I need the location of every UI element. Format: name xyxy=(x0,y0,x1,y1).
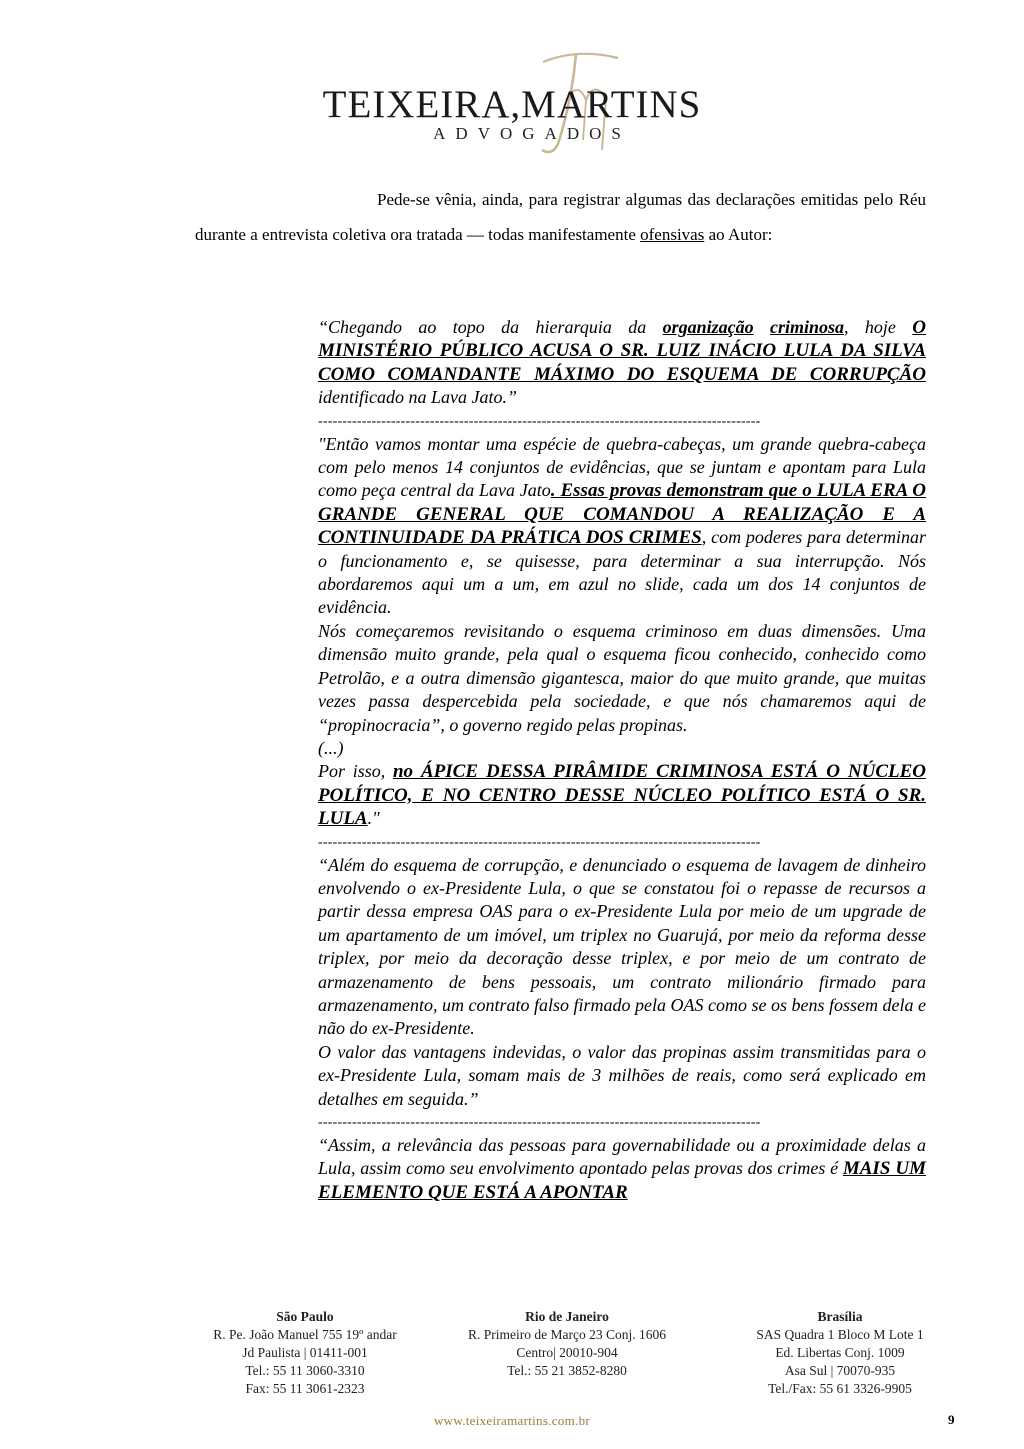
office-phone: Tel.: 55 21 3852-8280 xyxy=(507,1363,627,1378)
quote-text: ." xyxy=(367,808,380,829)
intro-line-2: emitidas pelo Réu durante a entrevista coletiva ora tratada — todas manifestamente xyxy=(195,190,926,244)
footer-office-brasilia xyxy=(705,1308,975,1398)
quote-emphasis: . Essas provas demonstram que o LULA ERA O GRANDE GENERAL QUE COMANDOU A REALIZAÇÃO E A CONTINUIDADE DA PRÁTICA DOS CRIMES xyxy=(318,480,926,549)
firm-name: TEIXEIRA,MARTINS xyxy=(322,83,702,126)
office-address: Centro| 20010-904 xyxy=(516,1345,618,1360)
footer-office-sao-paulo xyxy=(170,1308,440,1398)
quote-block xyxy=(318,316,926,1204)
office-address: SAS Quadra 1 Bloco M Lote 1 xyxy=(756,1327,924,1342)
separator-line: ------------------------------------------------------------------------------------------- xyxy=(318,413,761,429)
quote-paragraph-8 xyxy=(318,1134,926,1204)
quote-text: , hoje xyxy=(844,317,913,337)
office-city: Rio de Janeiro xyxy=(525,1309,609,1324)
page-number: 9 xyxy=(948,1412,955,1427)
quote-text: "Então vamos montar uma espécie de quebra-cabeças, um grande quebra-cabeça com pelo menos 14 conjuntos de evidências, que se juntam e apontam para Lula como peça central da Lava Jato xyxy=(318,433,926,501)
intro-line-1: Pede-se vênia, ainda, para registrar algumas das declarações xyxy=(377,190,796,209)
office-phone: Tel./Fax: 55 61 3326-9905 xyxy=(768,1381,912,1396)
quote-text: “Assim, a relevância das pessoas para governabilidade ou a proximidade delas a Lula, assim como seu envolvimento apontado pelas provas dos crimes é xyxy=(318,1135,926,1179)
office-address: Jd Paulista | 01411-001 xyxy=(242,1345,368,1360)
letterhead xyxy=(0,20,1024,160)
separator-line: ------------------------------------------------------------------------------------------- xyxy=(318,1115,761,1130)
intro-paragraph xyxy=(195,182,926,252)
quote-emphasis: MAIS UM ELEMENTO QUE ESTÁ A APONTAR xyxy=(318,1158,926,1203)
quote-text: “Chegando ao topo da hierarquia da xyxy=(318,317,663,337)
separator-line: ------------------------------------------------------------------------------------------- xyxy=(318,834,761,850)
website-link[interactable]: www.teixeiramartins.com.br xyxy=(433,1413,591,1428)
office-phone: Tel.: 55 11 3060-3310 xyxy=(245,1363,365,1378)
intro-tail: ao Autor: xyxy=(704,225,773,244)
office-address: Asa Sul | 70070-935 xyxy=(784,1363,896,1378)
quote-text: , com poderes para determinar o funcionamento e, se quisesse, para determinar a sua interrupção. Nós abordaremos aqui um a um, em azul no slide, cada um dos 14 conjuntos de evidência. xyxy=(318,527,926,618)
firm-subtitle: ADVOGADOS xyxy=(433,124,631,143)
quote-text: identificado na Lava Jato.” xyxy=(318,387,517,408)
intro-underlined-word: ofensivas xyxy=(640,225,705,244)
office-fax: Fax: 55 11 3061-2323 xyxy=(245,1381,365,1396)
office-city: São Paulo xyxy=(276,1309,334,1324)
quote-text: Por isso, xyxy=(318,761,393,782)
quote-paragraph-5 xyxy=(318,760,926,830)
quote-paragraph-6: “Além do esquema de corrupção, e denunciado o esquema de lavagem de dinheiro envolvendo o ex-Presidente Lula, o que se constatou foi o repasse de recursos a partir dessa empresa OAS para o ex-Presidente Lula por meio de um upgrade de um apartamento de um imóvel, um triplex no Guarujá, por meio da reforma desse triplex, por meio da decoração desse triplex, e por meio de um contrato de armazenamento de bens pessoais, um contrato milionário firmado para armazenamento, um contrato falso firmado pela OAS como se os bens fossem dela e não do ex-Presidente. xyxy=(318,854,926,1039)
quote-emphasis: O MINISTÉRIO PÚBLICO ACUSA O SR. LUIZ INÁCIO LULA DA SILVA COMO COMANDANTE MÁXIMO DO ESQUEMA DE CORRUPÇÃO xyxy=(318,317,927,385)
quote-emphasis: organização xyxy=(662,317,754,337)
quote-paragraph-3: Nós começaremos revisitando o esquema criminoso em duas dimensões. Uma dimensão muito grande, pela qual o esquema ficou conhecido, conhecido como Petrolão, e a outra dimensão gigantesca, maior do que muito grande, que muitas vezes passa despercebida pela sociedade, e que nós chamaremos aqui de “propinocracia”, o governo regido pelas propinas. xyxy=(318,620,926,735)
office-address: Ed. Libertas Conj. 1009 xyxy=(775,1345,905,1360)
office-address: R. Pe. João Manuel 755 19º andar xyxy=(213,1327,397,1342)
quote-emphasis: criminosa xyxy=(770,317,845,337)
footer-office-rio xyxy=(432,1308,702,1380)
quote-paragraph-2 xyxy=(318,433,926,620)
quote-text xyxy=(754,317,770,337)
quote-paragraph-7: O valor das vantagens indevidas, o valor das propinas assim transmitidas para o ex-Presidente Lula, somam mais de 3 milhões de reais, como será explicado em detalhes em seguida.” xyxy=(318,1041,926,1109)
quote-emphasis: no ÁPICE DESSA PIRÂMIDE CRIMINOSA ESTÁ O NÚCLEO POLÍTICO, E NO CENTRO DESSE NÚCLEO POLÍTICO ESTÁ O SR. LULA xyxy=(318,761,926,830)
quote-ellipsis: (...) xyxy=(318,737,344,758)
office-address: R. Primeiro de Março 23 Conj. 1606 xyxy=(468,1327,666,1342)
quote-paragraph-1 xyxy=(318,316,926,410)
office-city: Brasília xyxy=(817,1309,863,1324)
